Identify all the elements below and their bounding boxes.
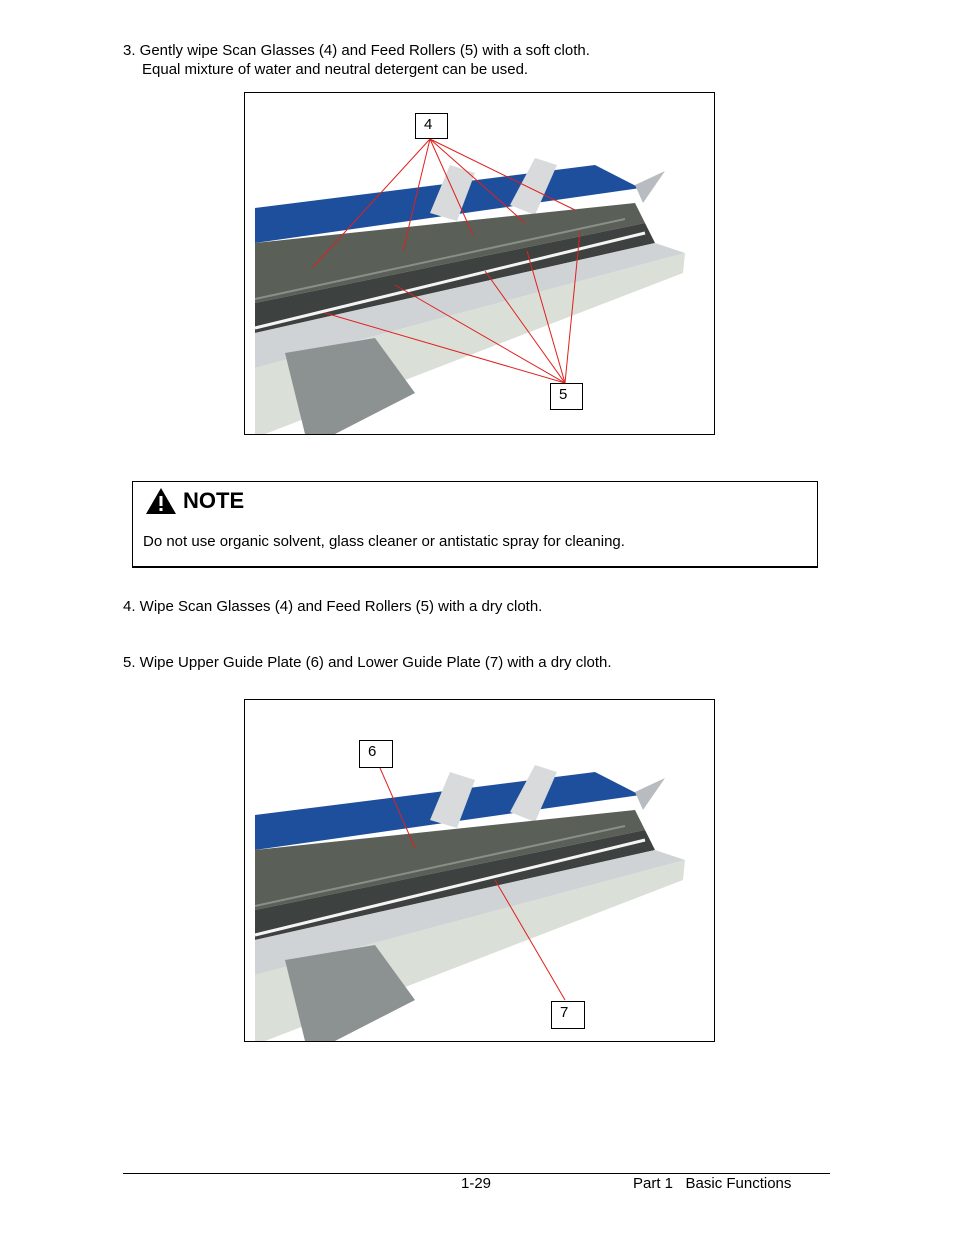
step-4: 4. Wipe Scan Glasses (4) and Feed Rollers (5) with a dry cloth. (123, 598, 543, 615)
scanner-photo-figure-2 (244, 699, 715, 1042)
footer-part-title: Part 1 Basic Functions (633, 1175, 792, 1192)
scanner-photo-figure-1 (244, 92, 715, 435)
note-text: Do not use organic solvent, glass cleaner or antistatic spray for cleaning. (143, 533, 625, 550)
callout-upper-guide-plate-label: 6 (359, 740, 393, 768)
warning-triangle-icon (145, 487, 177, 515)
scanner-illustration-1 (245, 93, 714, 434)
note-box (132, 481, 818, 568)
callout-feed-rollers-label: 5 (550, 383, 583, 410)
scanner-illustration-2 (245, 700, 714, 1041)
callout-scan-glasses-label: 4 (415, 113, 448, 139)
callout-lower-guide-plate-label: 7 (551, 1001, 585, 1029)
footer-rule (123, 1173, 830, 1174)
step-5: 5. Wipe Upper Guide Plate (6) and Lower Guide Plate (7) with a dry cloth. (123, 654, 612, 671)
step-3-line-1: 3. Gently wipe Scan Glasses (4) and Feed Rollers (5) with a soft cloth. (123, 42, 590, 59)
step-3-line-2: Equal mixture of water and neutral detergent can be used. (142, 61, 529, 78)
note-title: NOTE (183, 488, 245, 513)
footer-page-number: 1-29 (461, 1175, 492, 1192)
